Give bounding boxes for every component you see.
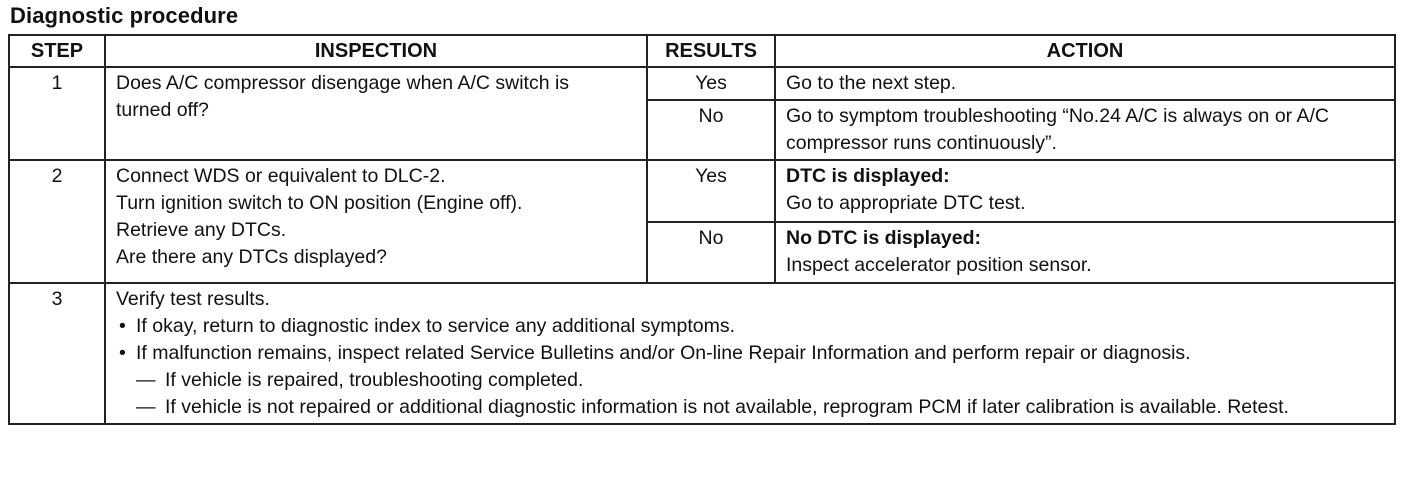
action-cell <box>775 222 1395 283</box>
dash-item: — If vehicle is repaired, troubleshooting completed. <box>136 367 1370 394</box>
inspection-line: Retrieve any DTCs. <box>116 219 287 241</box>
diagnostic-procedure-table <box>8 34 1396 425</box>
bullet-item <box>116 340 1370 421</box>
step-number: 2 <box>9 160 105 283</box>
inspection-line: Connect WDS or equivalent to DLC-2. <box>116 165 446 187</box>
action-cell: Go to symptom troubleshooting “No.24 A/C is always on or A/C compressor runs continuously”. <box>775 100 1395 160</box>
result-yes: Yes <box>647 67 775 100</box>
action-heading: No DTC is displayed: <box>786 227 982 249</box>
action-heading: DTC is displayed: <box>786 165 950 187</box>
bullet-list <box>116 313 1370 421</box>
result-no: No <box>647 100 775 160</box>
action-cell: Go to the next step. <box>775 67 1395 100</box>
table-row <box>9 283 1395 424</box>
table-row <box>9 160 1395 222</box>
header-results: RESULTS <box>647 35 775 67</box>
header-action: ACTION <box>775 35 1395 67</box>
page-title: Diagnostic procedure <box>10 3 239 28</box>
inspection-cell: Does A/C compressor disengage when A/C switch is turned off? <box>105 67 647 160</box>
table-row <box>9 67 1395 100</box>
action-text: Go to appropriate DTC test. <box>786 192 1026 214</box>
verification-cell <box>105 283 1395 424</box>
header-step: STEP <box>9 35 105 67</box>
result-no: No <box>647 222 775 283</box>
inspection-line: Turn ignition switch to ON position (Engine off). <box>116 192 523 214</box>
step-number: 1 <box>9 67 105 160</box>
verify-intro: Verify test results. <box>116 288 270 310</box>
header-row <box>9 35 1395 67</box>
bullet-item: • If okay, return to diagnostic index to service any additional symptoms. <box>116 313 1370 340</box>
header-inspection: INSPECTION <box>105 35 647 67</box>
action-cell <box>775 160 1395 222</box>
step-number: 3 <box>9 283 105 424</box>
action-text: Inspect accelerator position sensor. <box>786 254 1092 276</box>
result-yes: Yes <box>647 160 775 222</box>
inspection-line: Are there any DTCs displayed? <box>116 246 387 268</box>
bullet-text: If malfunction remains, inspect related Service Bulletins and/or On-line Repair Information and perform repair or diagnosis. <box>136 342 1191 364</box>
dash-item: — If vehicle is not repaired or additional diagnostic information is not available, reprogram PCM if later calibration is available. Retest. <box>136 394 1370 421</box>
inspection-cell <box>105 160 647 283</box>
dash-list <box>136 367 1370 421</box>
